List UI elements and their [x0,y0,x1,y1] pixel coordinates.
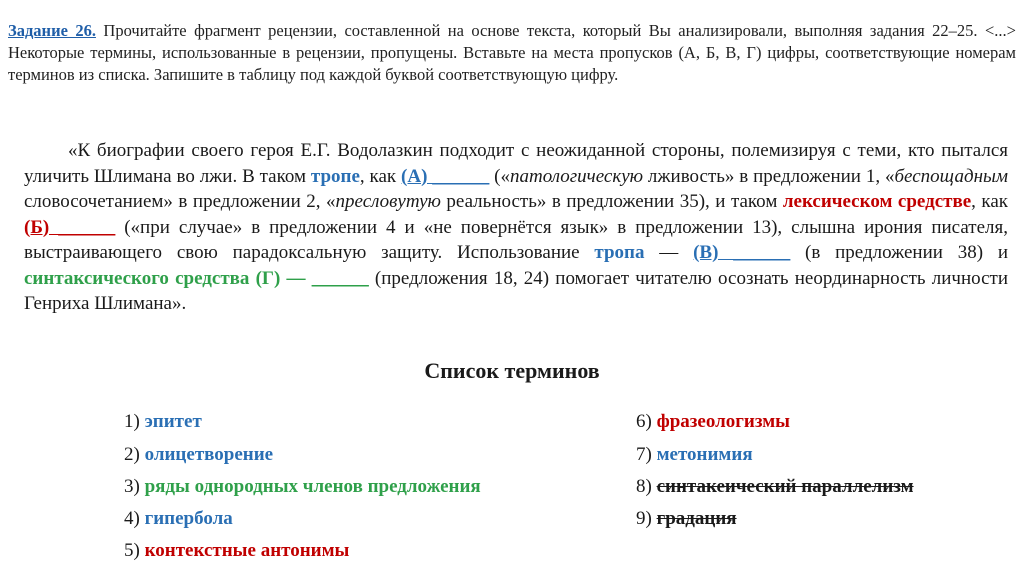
review-text: , как [359,165,402,187]
review-text: (в предложении 38) и [790,242,1009,263]
review-paragraph [24,138,1008,317]
term-item [636,475,914,499]
term-label: эпитет [144,411,202,432]
term-label: гипербола [144,508,233,529]
term-label-struck: синтакеический параллелизм [656,476,914,497]
task-label: Задание 26. [8,21,96,40]
term-item [124,410,202,434]
review-text: , как [971,191,1009,212]
task-text: Прочитайте фрагмент рецензии, составленной на основе текста, который Вы анализировали, выполняя задания 22–25. <...> Некоторые термины, использованные в рецензии, пропущены. Вставьте на места пропусков (А, Б, В, Г) цифры, соответствующие номерам терминов из списка. Запишите в таблицу под каждой буквой соответствующую цифру. [8,21,1016,84]
terms-title: Список терминов [424,358,600,383]
review-text: (предложения 18, 24) помогает читателю осознать неординарность личности Генриха Шлимана». [24,267,1008,314]
term-item [124,507,233,531]
trope-term: тропа [594,242,645,263]
term-label: метонимия [656,444,753,465]
term-number: 5) [124,540,145,561]
term-number: 4) [124,508,145,529]
lexical-term: лексическом средстве [782,191,972,212]
review-text: (« [489,165,510,187]
blank-g: ______ [311,267,369,289]
term-number: 6) [636,411,657,432]
quote-italic: пресловутую [335,191,441,212]
term-item [124,443,273,467]
review-text: («при случае» в предложении 4 и «не повернётся язык» в предложении 13), слышна ирония писателя, выстраивающего свою парадоксальную защиту. Использование [24,216,1008,263]
term-label-struck: градация [656,508,737,529]
term-item [124,539,349,563]
term-label: фразеологизмы [656,411,790,432]
term-number: 1) [124,411,145,432]
quote-italic: патологическую [509,165,644,187]
review-text: словосочетанием» в предложении 2, « [24,191,336,212]
term-label: олицетворение [144,444,274,465]
term-item [636,410,790,434]
term-label: контекстные антонимы [144,540,350,561]
review-text: — [644,242,694,263]
trope-term: тропе [310,165,360,187]
quote-italic: беспощадным [894,165,1008,187]
term-number: 9) [636,508,657,529]
term-number: 8) [636,476,657,497]
review-text: реальность» в предложении 35), и таком [440,191,783,212]
term-number: 2) [124,444,145,465]
blank-b: (Б) ______ [24,216,116,238]
term-item [636,443,753,467]
term-item [636,507,737,531]
task-instructions [8,20,1016,86]
term-item [124,475,481,499]
syntactic-term: синтаксического средства (Г) — [24,267,306,289]
term-number: 7) [636,444,657,465]
term-label: ряды однородных членов предложения [144,476,481,497]
review-text: лживость» в предложении 1, « [643,165,895,187]
term-number: 3) [124,476,145,497]
blank-v: (В) ______ [693,242,791,263]
review-text: «К биографии своего героя Е.Г. Водолазкин подходит с неожиданной стороны, полемизируя с теми, кто пытался уличить Шлимана во лжи. В таком [24,140,1008,187]
blank-a: (А) ______ [401,165,490,187]
